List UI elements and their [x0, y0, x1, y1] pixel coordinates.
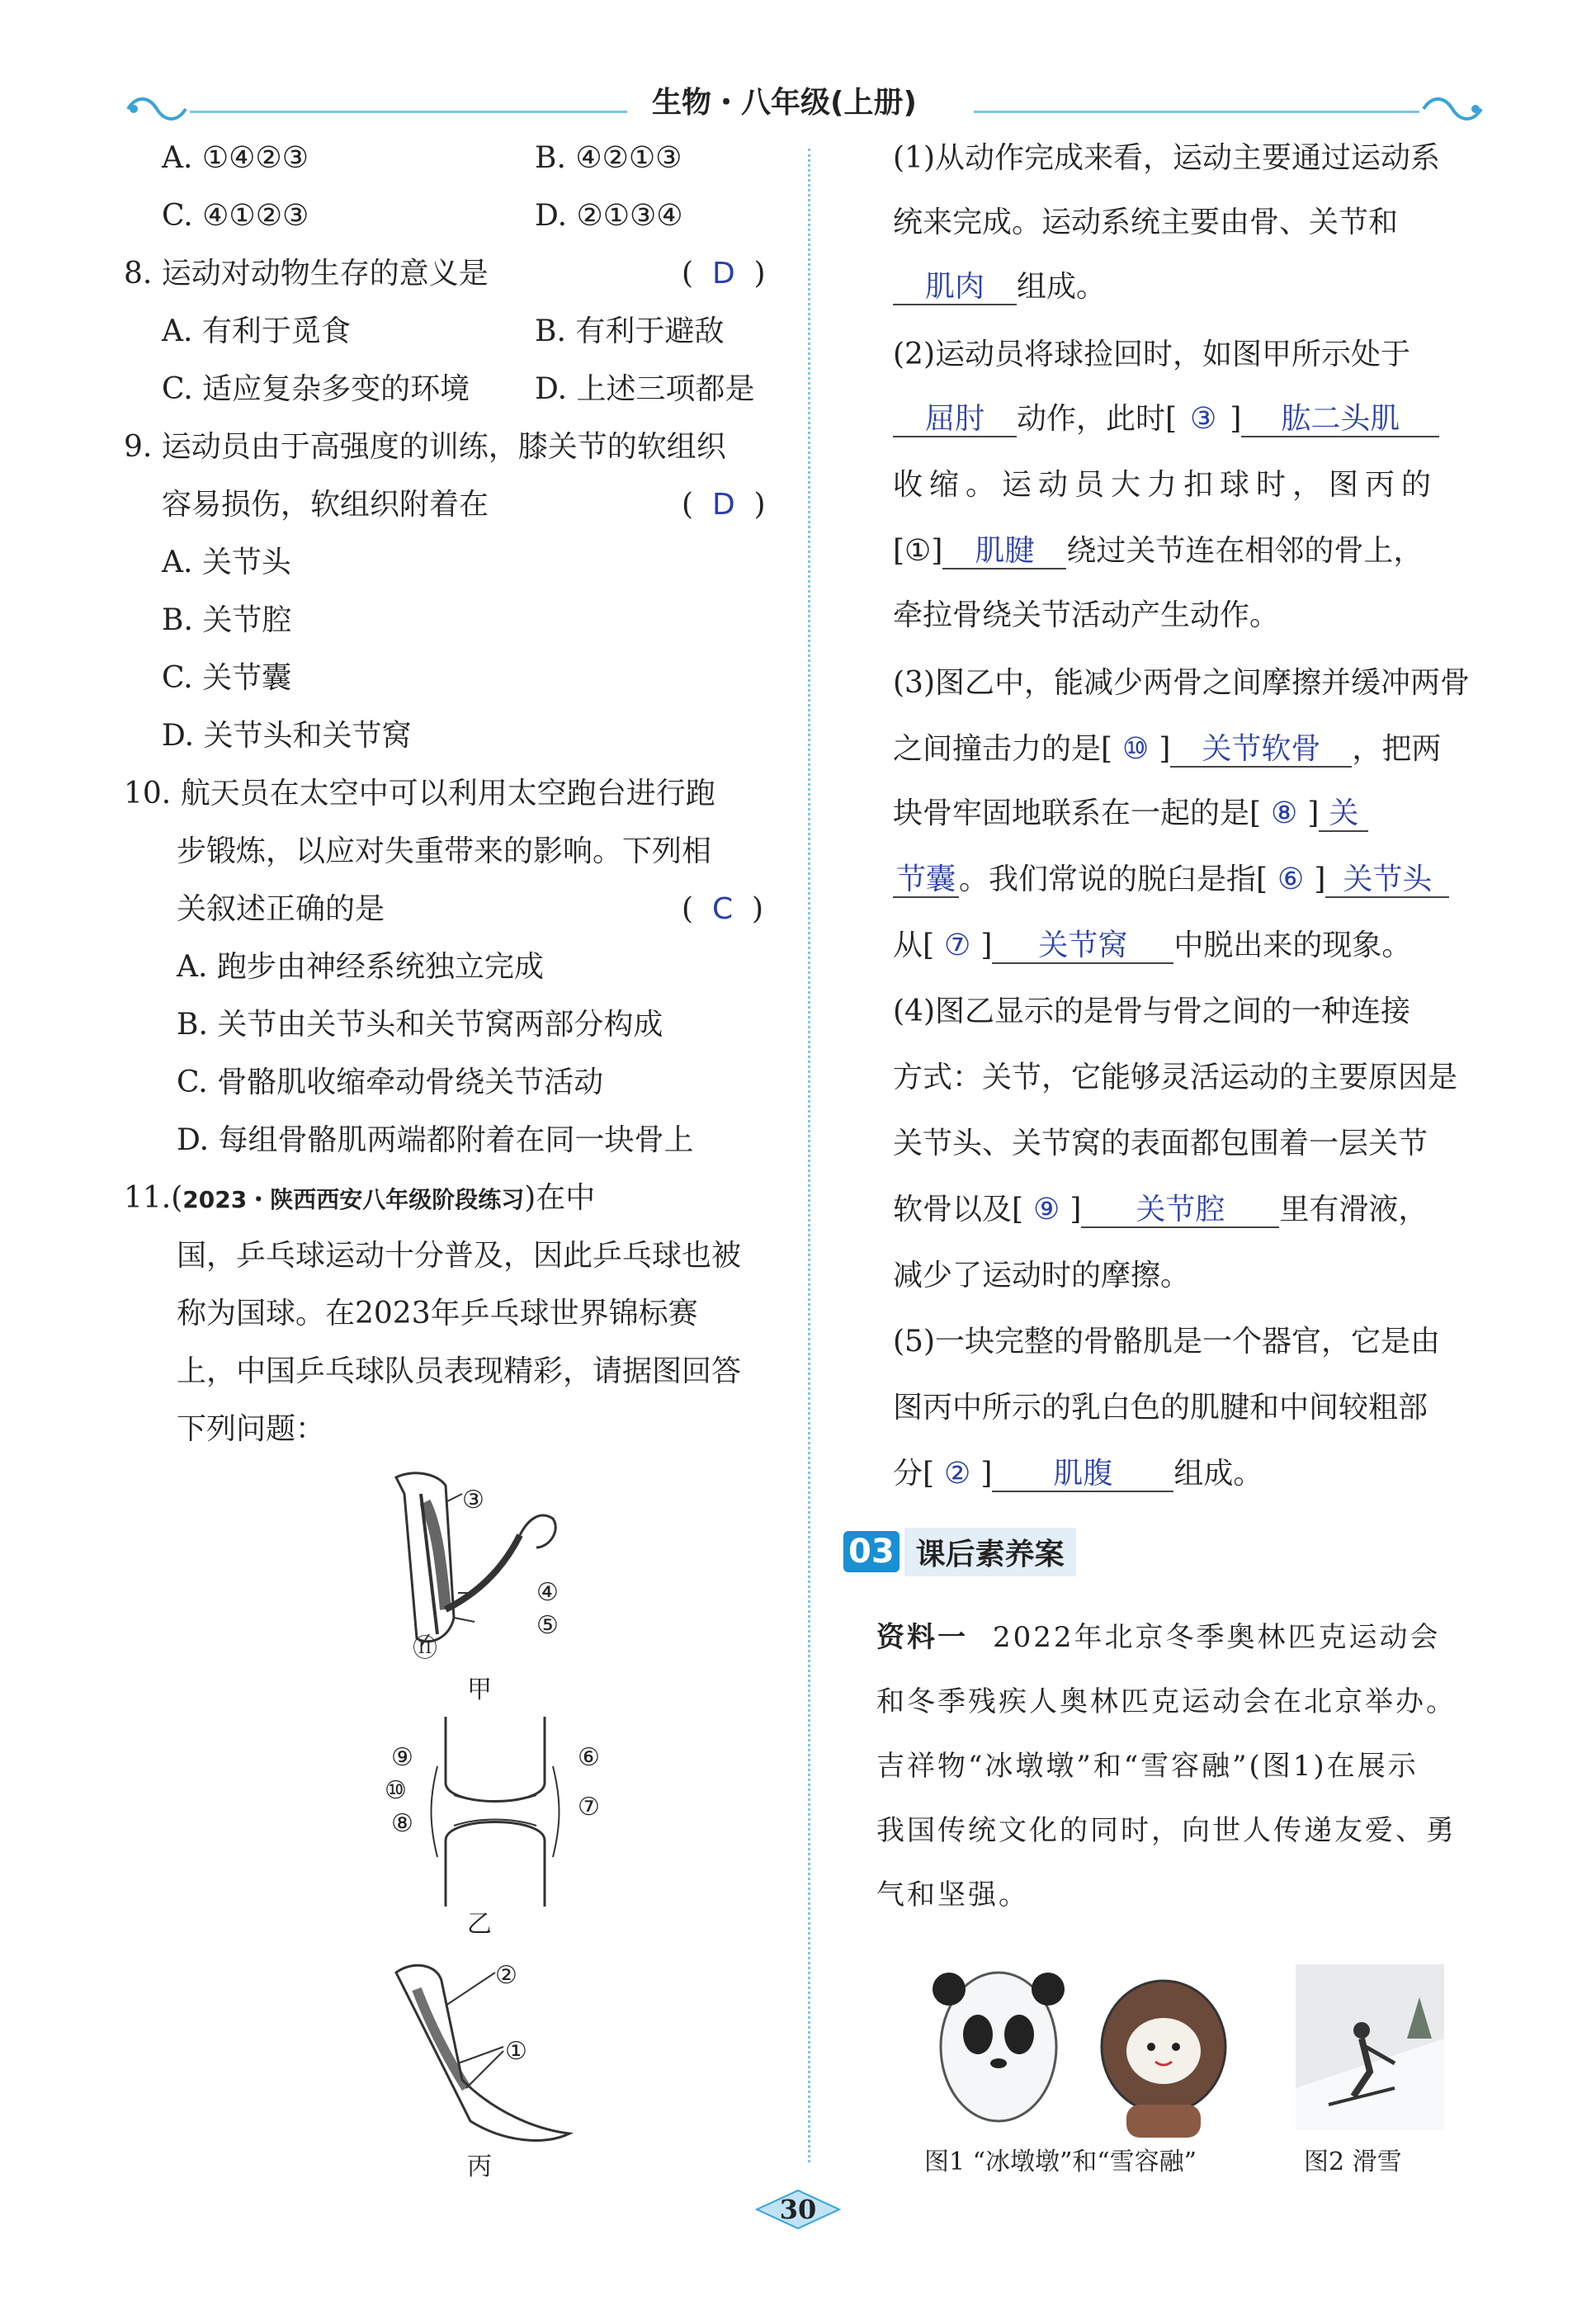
section-title: 课后素养案	[904, 1528, 1076, 1576]
p3-line3-pre: 块骨牢固地联系在一起的是[	[893, 796, 1262, 830]
p3-blank-5: ⑥	[1277, 862, 1305, 896]
q11-source: 2023・陕西西安八年级阶段练习	[182, 1186, 525, 1213]
p2-line3: 收缩。运动员大力扣球时，图丙的	[893, 468, 1438, 502]
section-header	[843, 1529, 1076, 1575]
p3-line2-mid: ]	[1159, 732, 1171, 766]
p2-mid: 动作，此时[	[1017, 402, 1178, 436]
q9-answer: D	[711, 488, 735, 522]
p5-line3-tail: 组成。	[1173, 1457, 1263, 1491]
p1-line2: 统来完成。运动系统主要由骨、关节和	[893, 206, 1399, 239]
page-number-badge	[753, 2187, 843, 2232]
q8-stem: 8. 运动对动物生存的意义是	[124, 257, 489, 291]
p3-blank-4b: 节囊	[893, 863, 959, 898]
p4-line4	[893, 1193, 1428, 1228]
p2-blank-4: 肌腱	[942, 535, 1066, 569]
q10-answer-bracket: ( C )	[682, 892, 764, 926]
p3-line2	[893, 733, 1441, 768]
q8-option-d: D. 上述三项都是	[535, 372, 755, 406]
p1-line1: (1)从动作完成来看，运动主要通过运动系	[893, 141, 1440, 175]
figure-2-skiing-image	[1296, 1964, 1444, 2129]
p2-line2	[893, 403, 1439, 437]
header-ornament-left-icon	[124, 94, 190, 124]
p1-line3	[893, 271, 1106, 305]
p4-line4-pre: 软骨以及[	[893, 1193, 1024, 1226]
q7-option-d: D. ②①③④	[535, 199, 683, 233]
p3-blank-2: 关节软骨	[1170, 733, 1352, 768]
header-line-left	[190, 111, 627, 113]
p5-blank-2: 肌腹	[992, 1458, 1173, 1492]
q9-line2: 容易损伤，软组织附着在	[162, 488, 489, 522]
figure-yi-num-10: ⑩	[385, 1776, 407, 1805]
p5-line2: 图丙中所示的乳白色的肌腱和中间较粗部	[893, 1391, 1428, 1425]
q9-option-c: C. 关节囊	[162, 661, 292, 695]
q11-num: 11.(	[124, 1181, 183, 1215]
figure-yi-joint-diagram	[413, 1717, 578, 1907]
p2-line1: (2)运动员将球捡回时，如图甲所示处于	[893, 338, 1410, 371]
figure-yi-num-6: ⑥	[578, 1743, 600, 1772]
p3-line3	[893, 797, 1368, 832]
header-title: 生物・八年级(上册)	[652, 86, 917, 120]
q9-line1: 9. 运动员由于高强度的训练，膝关节的软组织	[124, 430, 726, 464]
column-divider	[808, 149, 810, 2162]
material-line2: 和冬季残疾人奥林匹克运动会在北京举办。	[876, 1685, 1457, 1718]
p4-blank-1: ⑨	[1033, 1193, 1060, 1226]
q8-option-b: B. 有利于避敌	[535, 314, 725, 348]
p4-line4-tail: 里有滑液，	[1279, 1193, 1428, 1226]
p2-blank-3: 肱二头肌	[1241, 403, 1439, 437]
q8-answer-bracket: ( D )	[682, 257, 766, 291]
figure-bing-num-2: ②	[495, 1961, 517, 1990]
p3-line1: (3)图乙中，能减少两骨之间摩擦并缓冲两骨	[893, 666, 1470, 700]
q10-line1: 10. 航天员在太空中可以利用太空跑台进行跑	[124, 777, 715, 810]
figure-yi-num-8: ⑧	[391, 1809, 413, 1838]
page-number: 30	[779, 2194, 817, 2225]
figure-1-caption: 图1 “冰墩墩”和“雪容融”	[924, 2148, 1197, 2176]
q10-line3: 关叙述正确的是	[177, 892, 385, 926]
material-line1	[876, 1614, 1441, 1655]
q8-answer: D	[711, 257, 735, 291]
figure-yi-label: 乙	[467, 1910, 492, 1939]
header-ornament-right-icon	[1419, 94, 1485, 124]
q10-line2: 步锻炼，以应对失重带来的影响。下列相	[177, 834, 712, 868]
p3-blank-6: 关节头	[1325, 863, 1449, 898]
q10-option-b: B. 关节由关节头和关节窝两部分构成	[177, 1008, 663, 1042]
q9-option-b: B. 关节腔	[162, 603, 292, 637]
p3-line4-mid: ]	[1314, 862, 1326, 896]
p5-line1: (5)一块完整的骨骼肌是一个器官，它是由	[893, 1325, 1440, 1359]
p5-line3-mid: ]	[980, 1457, 993, 1491]
q9-option-d: D. 关节头和关节窝	[162, 719, 412, 753]
section-number: 03	[843, 1531, 900, 1572]
p3-line5-mid: ]	[980, 929, 993, 962]
p3-line3-mid: ]	[1307, 796, 1320, 830]
header-line-right	[974, 111, 1419, 113]
p2-line4-tail: 绕过关节连在相邻的骨上，	[1066, 534, 1424, 568]
figure-jia-num-4: ④	[536, 1578, 559, 1607]
figure-2-caption: 图2 滑雪	[1304, 2148, 1402, 2176]
p3-line2-pre: 之间撞击力的是[	[893, 732, 1113, 766]
p3-blank-8: 关节窝	[992, 929, 1173, 964]
p2-blank-1: 屈肘	[893, 403, 1017, 437]
p2-blank-2: ③	[1190, 402, 1217, 436]
material-line4: 我国传统文化的同时，向世人传递友爱、勇	[876, 1814, 1457, 1847]
q11-line1-tail: )在中	[524, 1181, 596, 1215]
p3-blank-7: ⑦	[944, 929, 971, 962]
figure-yi-num-7: ⑦	[578, 1793, 600, 1822]
q7-option-c: C. ④①②③	[162, 199, 309, 233]
material-line1-text: 2022年北京冬季奥林匹克运动会	[993, 1621, 1441, 1654]
figure-jia-arm-diagram	[380, 1469, 594, 1667]
p3-blank-1: ⑩	[1122, 732, 1150, 766]
p5-line3	[893, 1458, 1263, 1492]
p4-line3: 关节头、关节窝的表面都包围着一层关节	[893, 1127, 1428, 1160]
p3-line4	[893, 863, 1449, 898]
p3-line5-tail: 中脱出来的现象。	[1173, 929, 1412, 962]
q11-line1	[124, 1182, 595, 1217]
figure-jia-num-5: ⑤	[536, 1611, 559, 1640]
q10-option-c: C. 骨骼肌收缩牵动骨绕关节活动	[177, 1066, 604, 1099]
p3-line5-pre: 从[	[893, 929, 935, 962]
material-line5: 气和坚强。	[876, 1878, 1029, 1911]
figure-1-mascots-image	[916, 1956, 1263, 2146]
p1-blank-1: 肌肉	[893, 271, 1017, 305]
p4-line4-mid: ]	[1070, 1193, 1082, 1226]
p2-line4	[893, 535, 1423, 569]
p3-line4-pre: 。我们常说的脱臼是指[	[959, 862, 1268, 896]
q10-option-a: A. 跑步由神经系统独立完成	[177, 950, 544, 984]
material-label: 资料一	[876, 1621, 968, 1654]
p2-line5: 牵拉骨绕关节活动产生动作。	[893, 598, 1280, 632]
q11-line3: 称为国球。在2023年乒乓球世界锦标赛	[177, 1297, 698, 1330]
q8-option-c: C. 适应复杂多变的环境	[162, 372, 470, 406]
q8-option-a: A. 有利于觅食	[162, 314, 351, 348]
q11-line4: 上，中国乒乓球队员表现精彩，请据图回答	[177, 1354, 742, 1388]
figure-jia-num-3: ③	[462, 1486, 484, 1514]
q9-answer-bracket: ( D )	[682, 488, 766, 522]
q9-option-a: A. 关节头	[162, 546, 291, 579]
p1-line3-tail: 组成。	[1017, 270, 1107, 304]
q11-line5: 下列问题：	[177, 1412, 326, 1446]
figure-bing-num-1: ①	[505, 2037, 527, 2066]
p4-line2: 方式：关节，它能够灵活运动的主要原因是	[893, 1061, 1458, 1094]
q10-option-d: D. 每组骨骼肌两端都附着在同一块骨上	[177, 1123, 694, 1157]
p3-blank-4a: 关	[1319, 797, 1368, 832]
p3-line2-tail: ，把两	[1352, 732, 1442, 766]
p3-line5	[893, 929, 1411, 964]
figure-yi-num-9: ⑨	[391, 1743, 413, 1772]
figure-bing-muscle-diagram	[380, 1956, 578, 2154]
header	[0, 74, 1596, 124]
q7-option-b: B. ④②①③	[535, 141, 682, 175]
material-line3: 吉祥物“冰墩墩”和“雪容融”(图1)在展示	[876, 1750, 1419, 1783]
p4-line5: 减少了运动时的摩擦。	[893, 1259, 1191, 1292]
figure-jia-num-11: ⑪	[413, 1634, 437, 1663]
q7-option-a: A. ①④②③	[162, 141, 309, 175]
p4-line1: (4)图乙显示的是骨与骨之间的一种连接	[893, 995, 1410, 1028]
figure-jia-label: 甲	[467, 1675, 492, 1704]
p2-line4-pre: [①]	[893, 534, 943, 568]
q10-answer: C	[711, 892, 734, 926]
figure-bing-label: 丙	[467, 2152, 492, 2181]
p2-mid2: ]	[1230, 402, 1242, 436]
p5-line3-pre: 分[	[893, 1457, 935, 1491]
p5-blank-1: ②	[944, 1457, 971, 1491]
q11-line2: 国，乒乓球运动十分普及，因此乒乓球也被	[177, 1239, 742, 1273]
p4-blank-2: 关节腔	[1081, 1193, 1279, 1228]
p3-blank-3: ⑧	[1271, 796, 1298, 830]
